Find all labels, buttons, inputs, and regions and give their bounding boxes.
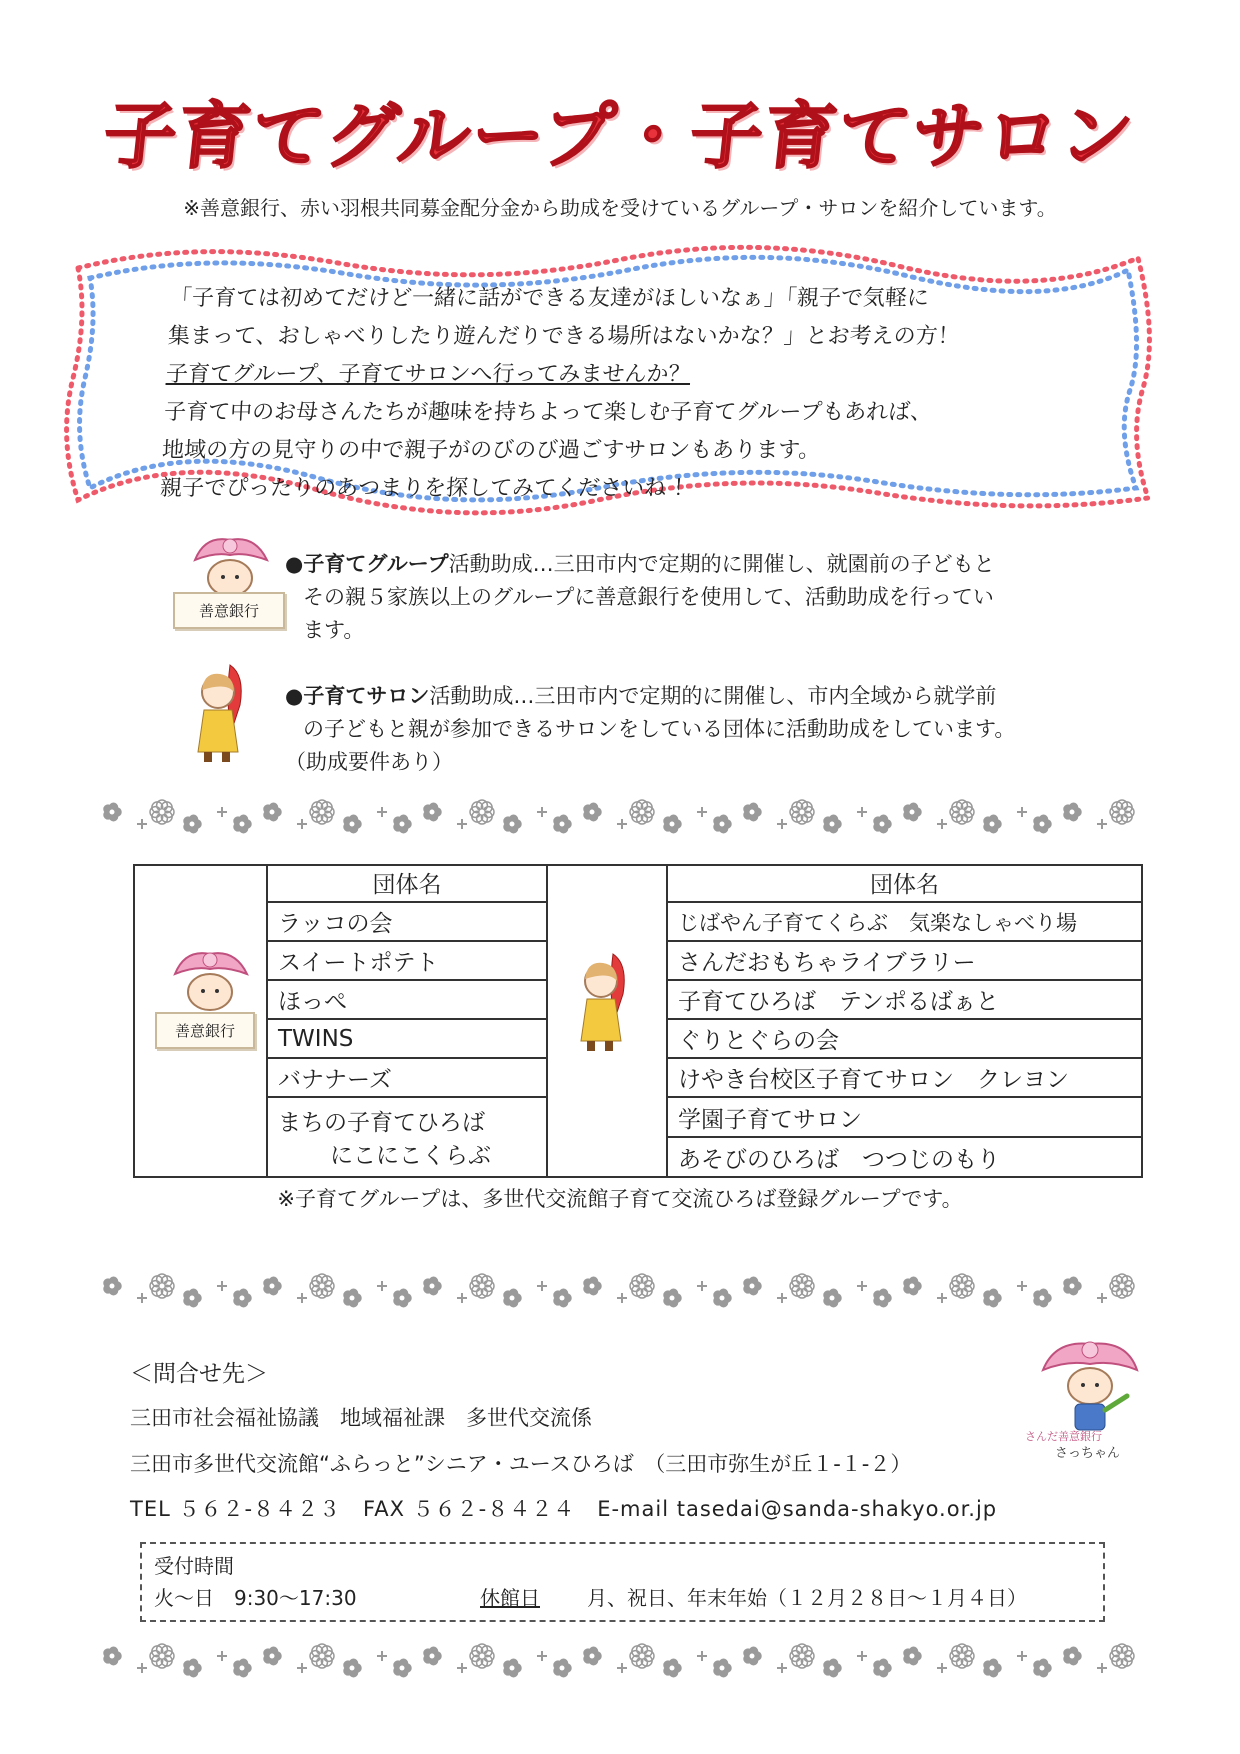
star-icon: [824, 1659, 841, 1676]
salon-cell: 学園子育てサロン: [668, 1098, 1143, 1138]
flower-icon: [1034, 815, 1051, 832]
plus-icon: [217, 1281, 227, 1291]
star-icon: [664, 1659, 681, 1676]
star-icon: [424, 803, 441, 820]
flower-icon: [394, 1659, 411, 1676]
star-icon: [264, 1647, 281, 1664]
plus-icon: [857, 807, 867, 817]
group-cell: TWINS: [268, 1020, 548, 1059]
flower-mascot-icon: [165, 944, 255, 1014]
group-cell: ほっぺ: [268, 981, 548, 1020]
plus-icon: [937, 1293, 947, 1303]
plus-icon: [457, 1293, 467, 1303]
daisy-icon: [150, 800, 174, 824]
plus-icon: [937, 1663, 947, 1673]
daisy-icon: [470, 1644, 494, 1668]
salon-desc-line: 活動助成…三田市内で定期的に開催し、市内全域から就学前: [429, 684, 997, 708]
daisy-icon: [470, 800, 494, 824]
daisy-icon: [150, 1644, 174, 1668]
salon-cell: 子育てひろば テンポるばぁと: [668, 981, 1143, 1020]
daisy-icon: [630, 800, 654, 824]
hours-label: 受付時間: [154, 1554, 234, 1578]
plus-icon: [217, 807, 227, 817]
star-icon: [504, 1289, 521, 1306]
plus-icon: [297, 1663, 307, 1673]
mascot-caption: さっちゃん: [1055, 1446, 1121, 1461]
funding-notice: ※善意銀行、赤い羽根共同募金配分金から助成を受けているグループ・サロンを紹介しています。: [183, 196, 1057, 220]
group-description: [285, 548, 1085, 647]
salon-cell: ぐりとぐらの会: [668, 1020, 1143, 1059]
salon-cell: けやき台校区子育てサロン クレヨン: [668, 1059, 1143, 1098]
salon-desc-line: （助成要件あり）: [285, 750, 453, 774]
flower-icon: [234, 1289, 251, 1306]
bullet: ●: [285, 552, 304, 576]
salon-cell: さんだおもちゃライブラリー: [668, 942, 1143, 981]
feather-mascot-icon: [573, 949, 643, 1059]
group-desc-line: ます。: [303, 618, 365, 642]
plus-icon: [537, 807, 547, 817]
star-icon: [1064, 1277, 1081, 1294]
plus-icon: [777, 819, 787, 829]
star-icon: [184, 1289, 201, 1306]
daisy-icon: [310, 1644, 334, 1668]
star-icon: [1064, 1647, 1081, 1664]
contact-heading: ＜問合せ先＞: [130, 1361, 268, 1387]
flower-icon: [394, 1289, 411, 1306]
intro-line: 親子でぴったりのあつまりを探してみてくださいね ！: [159, 476, 696, 501]
daisy-icon: [790, 800, 814, 824]
daisy-icon: [1110, 1644, 1134, 1668]
flower-icon: [234, 1659, 251, 1676]
star-icon: [984, 815, 1001, 832]
plus-icon: [617, 1663, 627, 1673]
flower-divider: [100, 1640, 1165, 1684]
closed-label: 休館日: [480, 1586, 540, 1610]
plus-icon: [1097, 1293, 1107, 1303]
flower-icon: [1034, 1289, 1051, 1306]
zenni-bank-badge: [173, 592, 285, 629]
page-title: 子育てグループ・子育てサロン: [99, 94, 1139, 178]
group-cell: スイートポテト: [268, 942, 548, 981]
flower-icon: [874, 815, 891, 832]
feather-mascot-icon: [190, 660, 260, 770]
star-icon: [344, 1659, 361, 1676]
star-icon: [584, 803, 601, 820]
flower-icon: [554, 1289, 571, 1306]
star-icon: [664, 815, 681, 832]
plus-icon: [377, 1281, 387, 1291]
group-lead: 子育てグループ: [303, 552, 449, 576]
intro-line: 集まって、おしゃべりしたり遊んだりできる場所はないかな？」とお考えの方！: [167, 324, 961, 349]
flower-icon: [714, 1289, 731, 1306]
mascot-subcaption: さんだ善意銀行: [1025, 1430, 1102, 1443]
star-icon: [104, 803, 121, 820]
plus-icon: [457, 819, 467, 829]
plus-icon: [297, 819, 307, 829]
star-icon: [424, 1277, 441, 1294]
plus-icon: [137, 819, 147, 829]
star-icon: [104, 1277, 121, 1294]
plus-icon: [377, 1651, 387, 1661]
salon-image-cell: [548, 864, 668, 1178]
intro-text: [159, 280, 1101, 508]
daisy-icon: [630, 1274, 654, 1298]
star-icon: [264, 1277, 281, 1294]
flower-icon: [874, 1289, 891, 1306]
plus-icon: [937, 819, 947, 829]
star-icon: [104, 1647, 121, 1664]
contact-address: 三田市多世代交流館“ふらっと”シニア・ユースひろば （三田市弥生が丘１-１-２）: [130, 1452, 912, 1476]
daisy-icon: [790, 1274, 814, 1298]
organization-table: [133, 864, 1143, 1178]
closed-days: 月、祝日、年末年始（１２月２８日～１月４日）: [587, 1586, 1027, 1610]
bullet: ●: [285, 684, 304, 708]
flower-icon: [394, 815, 411, 832]
star-icon: [344, 1289, 361, 1306]
plus-icon: [377, 807, 387, 817]
salon-cell: あそびのひろば つつじのもり: [668, 1138, 1143, 1178]
plus-icon: [697, 1281, 707, 1291]
plus-icon: [697, 1651, 707, 1661]
plus-icon: [1017, 1651, 1027, 1661]
flower-icon: [714, 815, 731, 832]
plus-icon: [137, 1293, 147, 1303]
salon-cell: じばやん子育てくらぶ 気楽なしゃべり場: [668, 903, 1143, 942]
group-header: 団体名: [268, 864, 548, 903]
daisy-icon: [310, 800, 334, 824]
star-icon: [344, 815, 361, 832]
star-icon: [984, 1289, 1001, 1306]
star-icon: [504, 1659, 521, 1676]
star-icon: [184, 1659, 201, 1676]
plus-icon: [1097, 1663, 1107, 1673]
daisy-icon: [1110, 1274, 1134, 1298]
flower-icon: [714, 1659, 731, 1676]
star-icon: [424, 1647, 441, 1664]
star-icon: [904, 1277, 921, 1294]
plus-icon: [1017, 807, 1027, 817]
reception-hours-box: [140, 1542, 1105, 1622]
flower-icon: [554, 1659, 571, 1676]
salon-header: 団体名: [668, 864, 1143, 903]
star-icon: [904, 803, 921, 820]
plus-icon: [457, 1663, 467, 1673]
group-cell: バナナーズ: [268, 1059, 548, 1098]
table-note: ※子育てグループは、多世代交流館子育て交流ひろば登録グループです。: [277, 1187, 963, 1211]
group-image-cell: [133, 864, 268, 1178]
plus-icon: [617, 1293, 627, 1303]
contact-org: 三田市社会福祉協議 地域福祉課 多世代交流係: [130, 1406, 592, 1430]
salon-description: [285, 680, 1085, 779]
flower-icon: [1034, 1659, 1051, 1676]
intro-line: 「子育ては初めてだけど一緒に話ができる友達がほしいなぁ」「親子で気軽に: [169, 286, 930, 311]
hours-days: 火～日 9:30～17:30: [154, 1586, 357, 1610]
daisy-icon: [470, 1274, 494, 1298]
plus-icon: [137, 1663, 147, 1673]
star-icon: [984, 1659, 1001, 1676]
plus-icon: [857, 1281, 867, 1291]
intro-line: 子育て中のお母さんたちが趣味を持ちよって楽しむ子育てグループもあれば、: [163, 400, 933, 425]
star-icon: [1064, 803, 1081, 820]
flower-icon: [234, 815, 251, 832]
daisy-icon: [790, 1644, 814, 1668]
flower-icon: [874, 1659, 891, 1676]
zenni-bank-badge: [155, 1012, 255, 1049]
daisy-icon: [630, 1644, 654, 1668]
star-icon: [584, 1647, 601, 1664]
plus-icon: [777, 1663, 787, 1673]
contact-tel-fax-email: TEL ５６２-８４２３ FAX ５６２-８４２４ E-mail tasedai@sanda-shakyo.or.jp: [130, 1497, 998, 1521]
star-icon: [184, 815, 201, 832]
plus-icon: [617, 819, 627, 829]
flower-divider: [100, 1270, 1165, 1314]
plus-icon: [857, 1651, 867, 1661]
daisy-icon: [310, 1274, 334, 1298]
flower-icon: [554, 815, 571, 832]
flower-divider: [100, 796, 1165, 840]
plus-icon: [777, 1293, 787, 1303]
group-desc-line: その親５家族以上のグループに善意銀行を使用して、活動助成を行ってい: [303, 585, 994, 609]
star-icon: [824, 1289, 841, 1306]
star-icon: [904, 1647, 921, 1664]
group-cell-multiline: [268, 1098, 548, 1178]
plus-icon: [537, 1651, 547, 1661]
daisy-icon: [950, 1274, 974, 1298]
plus-icon: [537, 1281, 547, 1291]
group-cell: ラッコの会: [268, 903, 548, 942]
plus-icon: [297, 1293, 307, 1303]
plus-icon: [1017, 1281, 1027, 1291]
star-icon: [824, 815, 841, 832]
group-desc-line: 活動助成…三田市内で定期的に開催し、就園前の子どもと: [448, 552, 995, 576]
star-icon: [744, 1277, 761, 1294]
intro-line: 地域の方の見守りの中で親子がのびのび過ごすサロンもあります。: [161, 438, 821, 463]
plus-icon: [697, 807, 707, 817]
star-icon: [504, 815, 521, 832]
star-icon: [744, 1647, 761, 1664]
star-icon: [744, 803, 761, 820]
star-icon: [664, 1289, 681, 1306]
plus-icon: [217, 1651, 227, 1661]
plus-icon: [1097, 819, 1107, 829]
salon-desc-line: の子どもと親が参加できるサロンをしている団体に活動助成をしています。: [303, 717, 1016, 741]
star-icon: [264, 803, 281, 820]
daisy-icon: [1110, 800, 1134, 824]
badge-label: 善意銀行: [198, 602, 259, 620]
group-name: にこにこくらぶ: [330, 1143, 491, 1169]
daisy-icon: [150, 1274, 174, 1298]
group-name: まちの子育てひろば: [278, 1110, 485, 1136]
daisy-icon: [950, 800, 974, 824]
flower-mascot-icon: [185, 530, 275, 600]
star-icon: [584, 1277, 601, 1294]
daisy-icon: [950, 1644, 974, 1668]
salon-lead: 子育てサロン: [303, 684, 430, 708]
intro-line: 子育てグループ、子育てサロンへ行ってみませんか？: [165, 362, 692, 387]
badge-label: 善意銀行: [174, 1022, 235, 1040]
